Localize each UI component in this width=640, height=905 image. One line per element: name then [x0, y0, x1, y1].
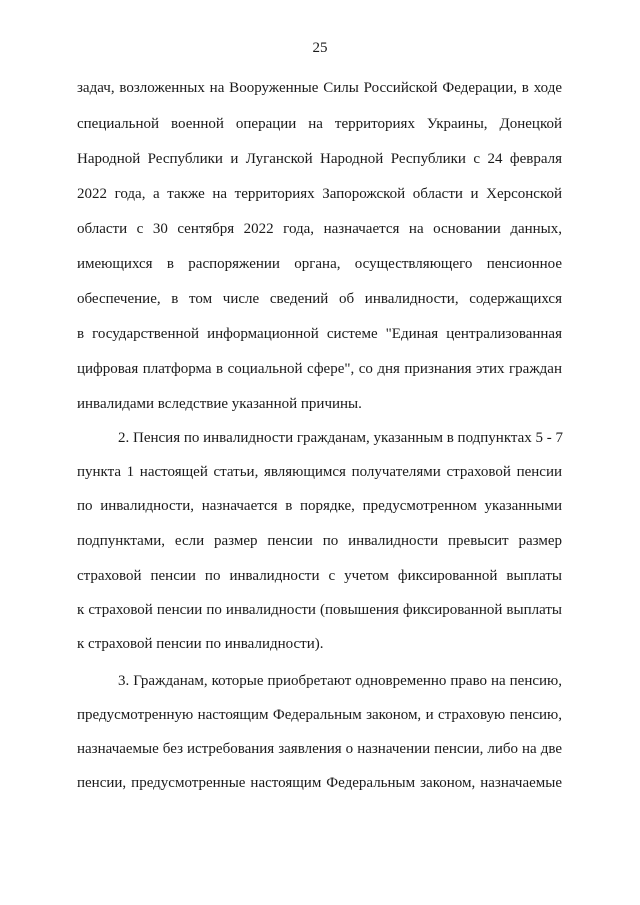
text-line: Народной Республики и Луганской Народной Республики с 24 февраля	[77, 151, 562, 167]
text-line: имеющихся в распоряжении органа, осуществляющего пенсионное	[77, 256, 562, 272]
text-line: области с 30 сентября 2022 года, назначается на основании данных,	[77, 221, 562, 237]
text-line: специальной военной операции на территориях Украины, Донецкой	[77, 116, 562, 132]
text-line: по инвалидности, назначается в порядке, предусмотренном указанными	[77, 498, 562, 514]
text-line: 2. Пенсия по инвалидности гражданам, указанным в подпунктах 5 - 7	[118, 430, 564, 446]
text-line: к страховой пенсии по инвалидности (повышения фиксированной выплаты	[77, 602, 562, 618]
text-line: пенсии, предусмотренные настоящим Федеральным законом, назначаемые	[77, 775, 562, 791]
text-line: обеспечение, в том числе сведений об инвалидности, содержащихся	[77, 291, 562, 307]
text-line: инвалидами вследствие указанной причины.	[77, 396, 362, 412]
text-line: 2022 года, а также на территориях Запорожской области и Херсонской	[77, 186, 562, 202]
text-line: подпунктами, если размер пенсии по инвалидности превысит размер	[77, 533, 562, 549]
page-number: 25	[312, 40, 328, 56]
text-line: страховой пенсии по инвалидности с учетом фиксированной выплаты	[77, 568, 562, 584]
text-line: пункта 1 настоящей статьи, являющимся получателями страховой пенсии	[77, 464, 562, 480]
text-line: предусмотренную настоящим Федеральным законом, и страховую пенсию,	[77, 707, 562, 723]
text-line: 3. Гражданам, которые приобретают одновременно право на пенсию,	[118, 673, 562, 689]
text-line: в государственной информационной системе "Единая централизованная	[77, 326, 562, 342]
text-line: назначаемые без истребования заявления о назначении пенсии, либо на две	[77, 741, 562, 757]
text-line: к страховой пенсии по инвалидности).	[77, 636, 324, 652]
text-line: задач, возложенных на Вооруженные Силы Российской Федерации, в ходе	[77, 80, 562, 96]
text-line: цифровая платформа в социальной сфере", со дня признания этих граждан	[77, 361, 562, 377]
